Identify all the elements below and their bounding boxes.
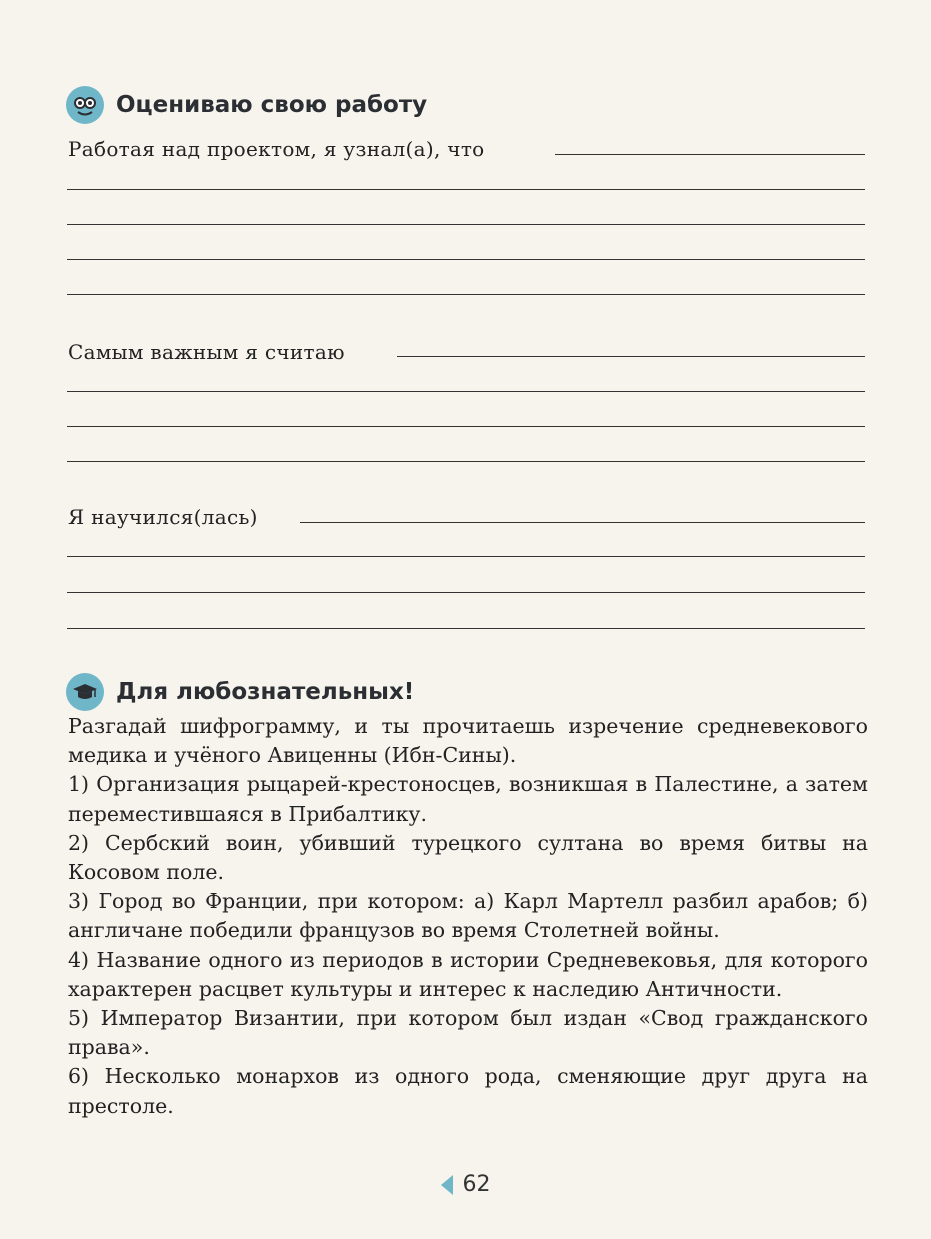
prompt-most-important: Самым важным я считаю <box>68 340 345 364</box>
answer-line[interactable] <box>67 189 865 190</box>
answer-line[interactable] <box>67 259 865 260</box>
clue-1: 1) Организация рыцарей-крестоносцев, возникшая в Палестине, а затем переместившаяся в Прибалтику. <box>68 772 868 826</box>
section-heading-curious <box>66 673 414 711</box>
clue-4: 4) Название одного из периодов в истории Средневековья, для которого характерен расцвет культуры и интерес к наследию Античности. <box>68 947 868 1001</box>
clue-5: 5) Император Византии, при котором был издан «Свод гражданского права». <box>68 1006 868 1060</box>
cipher-task-text <box>68 712 868 1121</box>
section-heading-self-assessment <box>66 86 427 124</box>
smiley-face-icon <box>66 86 104 124</box>
page-number: 62 <box>462 1172 491 1197</box>
section-title: Для любознательных! <box>116 679 415 705</box>
prompt-learned-skill: Я научился(лась) <box>68 505 258 529</box>
clue-3: 3) Город во Франции, при котором: а) Карл Мартелл разбил арабов; б) англичане победили французов во время Столетней войны. <box>68 889 868 943</box>
answer-line[interactable] <box>555 154 865 155</box>
answer-line[interactable] <box>300 522 865 523</box>
answer-line[interactable] <box>67 461 865 462</box>
answer-line[interactable] <box>67 592 865 593</box>
answer-line[interactable] <box>67 628 865 629</box>
page-marker-triangle-icon <box>441 1175 453 1195</box>
answer-line[interactable] <box>67 391 865 392</box>
clue-2: 2) Сербский воин, убивший турецкого султана во время битвы на Косовом поле. <box>68 830 868 885</box>
answer-line[interactable] <box>67 426 865 427</box>
graduation-cap-icon <box>66 673 104 711</box>
section-title: Оцениваю свою работу <box>116 92 428 118</box>
task-intro: Разгадай шифрограмму, и ты прочитаешь изречение средневекового медика и учёного Авиценны (Ибн-Сины). <box>68 714 868 768</box>
answer-line[interactable] <box>67 556 865 557</box>
answer-line[interactable] <box>67 294 865 295</box>
clue-6: 6) Несколько монархов из одного рода, сменяющие друг друга на престоле. <box>68 1064 868 1118</box>
answer-line[interactable] <box>397 356 865 357</box>
prompt-learned: Работая над проектом, я узнал(а), что <box>68 137 485 161</box>
page-footer <box>0 1172 931 1197</box>
answer-line[interactable] <box>67 224 865 225</box>
